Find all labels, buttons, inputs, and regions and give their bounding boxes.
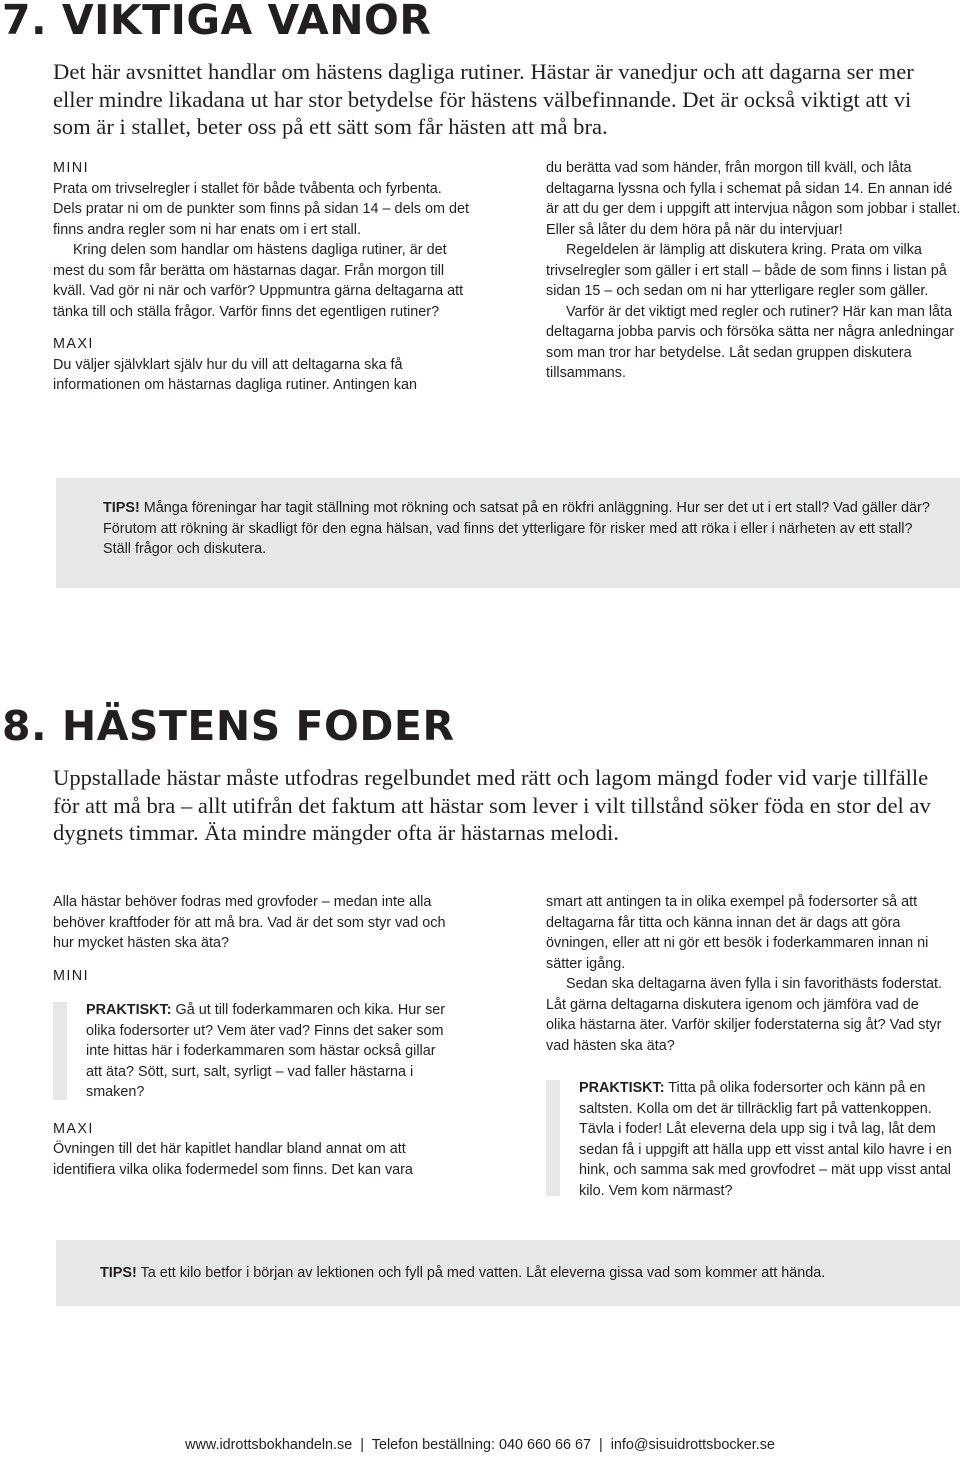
mini-paragraph-1: Prata om trivselregler i stallet för både tvåbenta och fyrbenta. Dels pratar ni om de punkter som finns på sidan 14 – dels om det finns andra regler som ni har enats om i ert stall. [53,180,469,238]
footer-phone: Telefon beställning: 040 660 66 67 [371,1437,591,1453]
praktiskt-label: PRAKTISKT: [86,1002,172,1018]
praktiskt-text [86,1000,454,1103]
section1-right-column [546,158,960,384]
section1-left-column [53,158,473,396]
praktiskt-text [579,1078,959,1201]
tips-text [100,1263,940,1284]
mini-label: MINI [53,160,89,176]
right-paragraph-1: du berätta vad som händer, från morgon till kväll, och låta deltagarna lyssna och fylla i schemat på sidan 14. En annan idé är att du ger dem i uppgift att intervjua någon som jobbar i stallet. Eller så låter du dem höra på när du intervjuar! [546,160,960,238]
page-footer [0,1437,960,1453]
praktiskt-label: PRAKTISKT: [579,1080,665,1096]
mini-label: MINI [53,967,89,984]
tips-body: Många föreningar har tagit ställning mot rökning och satsat på en rökfri anläggning. Hur ser det ut i ert stall? Vad gäller där? Förutom att rökning är skadligt för den egna hälsan, vad finns det ytterligare för risker med att röka i eller i närheten av ett stall? Ställ frågor och diskutera. [103,500,930,557]
footer-website-link[interactable]: www.idrottsbokhandeln.se [185,1437,353,1453]
praktiskt-body: Titta på olika fodersorter och känn på en saltsten. Kolla om det är tillräcklig fart på vattenkoppen. Tävla i foder! Låt eleverna dela upp sig i två lag, låt dem sedan få i uppgift att hälla upp ett visst antal kilo havre i en hink, och samma sak med grovfodret – mät upp visst antal kilo. Vem kom närmast? [579,1080,952,1199]
praktiskt-bar [53,1002,67,1100]
section-intro-viktiga-vanor: Det här avsnittet handlar om hästens dagliga rutiner. Hästar är vanedjur och att dagarna ser mer eller mindre likadana ut har stor betydelse för hästens välbefinnande. Det är också viktigt att vi som är i stallet, beter oss på ett sätt som får hästen att må bra. [53,59,914,139]
praktiskt-box [53,1000,454,1103]
praktiskt-body: Gå ut till foderkammaren och kika. Hur ser olika fodersorter ut? Vem äter vad? Finns det saker som inte hittas här i foderkammaren som hästar också gillar att äta? Sött, surt, salt, syrligt – vad faller hästarna i smaken? [86,1002,446,1100]
footer-email-link[interactable]: info@sisuidrottsbocker.se [610,1437,775,1453]
praktiskt-bar [546,1080,560,1196]
right-paragraph-1: smart att antingen ta in olika exempel på fodersorter så att deltagarna får titta och känna innan det är dags att göra övningen, eller att ni gör ett besök i foderkammaren innan ni sätter igång. [546,894,929,972]
maxi-label: MAXI [53,1120,94,1137]
section-heading-hastens-foder: 8. HÄSTENS FODER [2,702,455,750]
footer-separator: | [360,1437,364,1453]
maxi-paragraph-1: Du väljer självklart själv hur du vill att deltagarna ska få informationen om hästarnas dagliga rutiner. Antingen kan [53,356,417,393]
maxi-label: MAXI [53,336,94,352]
mini-paragraph-2: Kring delen som handlar om hästens dagliga rutiner, är det mest du som får berätta om hästarnas dagar. Från morgon till kväll. Vad gör ni när och varför? Uppmuntra gärna deltagarna att tänka till och ställa frågor. Varför finns det egentligen rutiner? [53,242,464,320]
left-paragraph-1: Alla hästar behöver fodras med grovfoder – medan inte alla behöver kraftfoder för att må bra. Vad är det som styr vad och hur mycket hästen ska äta? [53,894,446,951]
tips-box-betfor [56,1240,960,1306]
footer-separator: | [598,1437,603,1453]
tips-body: Ta ett kilo betfor i början av lektionen och fyll på med vatten. Låt eleverna gissa vad som kommer att hända. [136,1265,826,1281]
tips-box-smoking [56,478,960,588]
tips-text [103,498,933,560]
right-paragraph-2: Regeldelen är lämplig att diskutera kring. Prata om vilka trivselregler som gäller i ert stall – både de som finns i listan på sidan 15 – och sedan om ni har ytterligare regler som gäller. [546,242,947,299]
maxi-paragraph-1: Övningen till det här kapitlet handlar bland annat om att identifiera vilka olika fodermedel som finns. Det kan vara [53,1141,413,1178]
section2-right-column [546,892,951,1201]
section2-left-column [53,892,463,1180]
tips-label: TIPS! [100,1265,137,1281]
right-paragraph-2: Sedan ska deltagarna även fylla i sin favorithästs foderstat. Låt gärna deltagarna diskutera igenom och jämföra vad de olika hästarna äter. Varför skiljer foderstaterna sig åt? Vad styr vad hästen ska äta? [546,976,942,1054]
praktiskt-box [546,1078,959,1201]
section-intro-hastens-foder: Uppstallade hästar måste utfodras regelbundet med rätt och lagom mängd foder vid varje tillfälle för att må bra – allt utifrån det faktum att hästar som lever i vilt tillstånd söker föda en stor del av dygnets timmar. Äta mindre mängder ofta är hästarnas melodi. [53,765,931,845]
right-paragraph-3: Varför är det viktigt med regler och rutiner? Här kan man låta deltagarna jobba parvis och försöka sätta ner några anledningar som man tror har betydelse. Låt sedan gruppen diskutera tillsammans. [546,303,955,381]
section-heading-viktiga-vanor: 7. VIKTIGA VANOR [2,0,432,44]
tips-label: TIPS! [103,500,140,516]
